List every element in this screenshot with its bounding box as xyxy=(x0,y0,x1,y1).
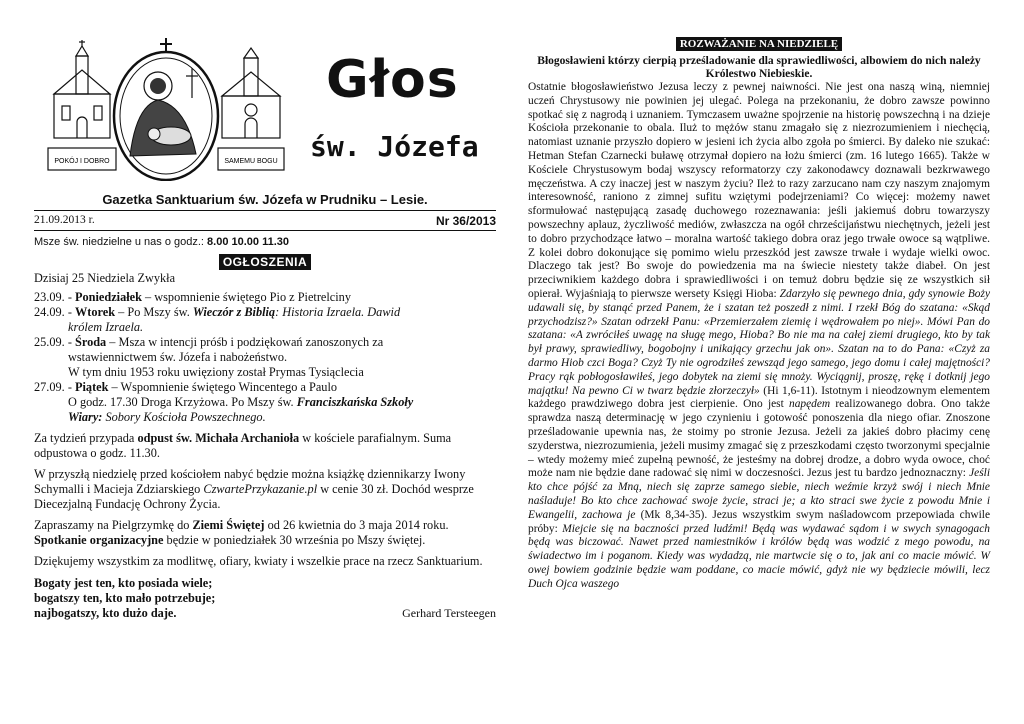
quote-text: Bogaty jest ten, kto posiada wiele; bogatszy ten, kto mało potrzebuje; najbogatszy, kto dużo daje. xyxy=(34,576,216,620)
announcement-pilgrimage: Zapraszamy na Pielgrzymkę do Ziemi Świętej od 26 kwietnia do 3 maja 2014 roku. Spotkanie organizacyjne będzie w poniedziałek 30 września po Mszy świętej. xyxy=(34,518,449,547)
announcement-tuesday-cont: królem Izraela. xyxy=(68,320,144,334)
announcement-friday: 27.09. - Piątek – Wspomnienie świętego Wincentego a Paulo xyxy=(34,380,338,394)
mass-hours: 8.00 10.00 11.30 xyxy=(207,236,290,248)
sanctuary-emblem xyxy=(46,36,286,181)
issue-line xyxy=(34,211,496,231)
announcement-book: W przyszłą niedzielę przed kościołem nabyć będzie można książkę dziennikarzy Iwony Schymalli i Macieja Zdziarskiego CzwartePrzykazanie.pl w cenie 30 zł. Dochód wesprze Diecezjalną Fundację Ochrony Życia. xyxy=(34,467,474,511)
newsletter-title: Głos xyxy=(326,50,459,110)
reflection-heading: Błogosławieni którzy cierpią prześladowanie dla sprawiedliwości, albowiem do nich należy Królestwo Niebieskie. xyxy=(537,55,981,80)
newsletter-title-sub: św. Józefa xyxy=(310,130,479,163)
reflection-banner: ROZWAŻANIE NA NIEDZIELĘ xyxy=(528,34,990,52)
issue-number: Nr 36/2013 xyxy=(435,214,496,228)
svg-text:SAMEMU BOGU: SAMEMU BOGU xyxy=(224,158,278,165)
announcement-friday-cont: O godz. 17.30 Droga Krzyżowa. Po Mszy św. Franciszkańska Szkoły xyxy=(68,395,414,409)
announcement-wednesday-note: W tym dniu 1953 roku uwięziony został Prymas Tysiąclecia xyxy=(68,365,364,379)
announcement-friday-topic: Wiary: Sobory Kościoła Powszechnego. xyxy=(68,410,266,424)
quote-author: Gerhard Tersteegen xyxy=(402,606,496,620)
announcement-tuesday: 24.09. - Wtorek – Po Mszy św. Wieczór z Biblią: Historia Izraela. Dawid xyxy=(34,305,401,319)
closing-quote xyxy=(34,576,496,621)
announcement-wednesday-cont: wstawiennictwem św. Józefa i nabożeństwo. xyxy=(68,350,288,364)
reflection-body: Ostatnie błogosławieństwo Jezusa leczy z pewnej naiwności. Nie jest ona naszą winą, niemniej uczeń Chrystusowy nie powinien jej ulegać. Polega na przekonaniu, że dobro zawsze powinno spotkać się z nagrodą i uznaniem. Tymczasem uważne spojrzenie na historię powszechną i na dzieje Kościoła przekonanie to obala. Iluż to mężów stanu zmagało się z niezrozumieniem i niechęcią, natomiast uznanie przyszło dopiero w jesieni ich życia albo zgoła po śmierci. By daleko nie szukać: Hetman Stefan Czarnecki buławę otrzymał dopiero na łożu śmierci (zm. 16 lutego 1665). Także w Kościele Chrystusowym bodaj wszyscy reformatorzy czy zakonodawcy doznawali bezkrwawego męczeństwa. A czy inaczej jest w naszym życiu? Ileż to razy zarzucano nam czy naszym znajomym interesowność, raniono z zimnej sufitu wziętymi podejrzeniami? Co więcej: możemy nawet sformułować następującą zasadę duchowego rozeznawania: jeśli jakiemuś dobru towarzyszy powszechny aplauz, życzliwość mediów, zwłaszcza na ogół chrześcijaństwu niechętnych, jeżeli jest to dobro przychodzące łatwo – moralna wartość takiego dobra oraz jego trwałe owoce są wątpliwe. Z kolei dobro dokonujące się pomimo wielu przeszkód jest zawsze trwałe i wydaje wielki owoc. Dlaczego tak jest? Bo swoje do powiedzenia ma na świecie niestety także diabeł. On jest przeciwnikiem każdego dobra i sprawiedliwości i on temuż dobru będzie się ze wszystkich sił opierał. Wyjaśniają to pierwsze wersety Księgi Hioba: Zdarzyło się pewnego dnia, gdy synowie Boży udawali się, by stanąć przed Panem, że i szatan też poszedł z nimi. I rzekł Bóg do szatana: «Skąd przychodzisz?» Szatan odrzekł Panu: «Przemierzałem ziemię i wędrowałem po niej». Mówi Pan do szatana: «A zwróciłeś uwagę na sługę mego, Hioba? Bo nie ma na całej ziemi drugiego, kto by tak był prawy, sprawiedliwy, bogobojny i unikający grzechu jak on». Szatan na to do Pana: «Czyż za darmo Hiob czci Boga? Czyż Ty nie ogrodziłeś zewsząd jego samego, jego domu i całej majętności? Pracy rąk pobłogosławiłeś, jego dobytek na ziemi się mnoży. Wyciągnij, proszę, rękę i dotknij jego majątku! Na pewno Ci w twarz będzie złorzeczył» (Hi 1,6-11). Istotnym i nieodzownym elementem każdego prawdziwego dobra jest cierpienie. Ono jest napędem realizowanego dobra. Ono także sprawdza naszą determinację w jego czynieniu i gotowość ponoszenia dla niego ofiar. Znoszone prześladowanie upewnia nas, że stoimy po stronie Jezusa. Jeżeli za jakieś dobro płacimy cenę szyderstwa, niezrozumienia, jeżeli musimy zmagać się z przeszkodami często tworzonymi specjalnie – wtedy możemy mieć zupełną pewność, że jesteśmy na dobrej drodze, a dobro wyda owoce, choć może nam nie będzie dane radować się nimi w doczesności. Jezus jest tu bardzo jednoznaczny: Jeśli kto chce pójść za Mną, niech się zaprze samego siebie, niech weźmie krzyż swój i niech Mnie naśladuje! Bo kto chce zachować swoje życie, straci je; a kto straci swe życie z powodu Mnie i Ewangelii, zachowa je (Mk 8,34-35). Jezus wszystkim swym naśladowcom przepowiada chwile próby: Miejcie się na baczności przed ludźmi! Będą was wydawać sądom i w swych synagogach będą was biczować. Nawet przed namiestników i królów będą was wodzić z mego powodu, na świadectwo im i poganom. Kiedy was wydadzą, nie martwcie się o to, jak ani co macie mówić. W owej bowiem godzinie będzie wam poddane, co macie mówić, gdyż nie wy będziecie mówili, lecz Duch Ojca waszego xyxy=(528,81,991,590)
announcements-banner: OGŁOSZENIA xyxy=(34,253,496,271)
announcement-intro: Dzisiaj 25 Niedziela Zwykła xyxy=(34,271,176,285)
left-column xyxy=(34,34,496,621)
newsletter-subtitle: Gazetka Sanktuarium św. Józefa w Prudniku – Lesie. xyxy=(34,192,496,211)
announcement-thanks: Dziękujemy wszystkim za modlitwę, ofiary, kwiaty i wszelkie prace na rzecz Sanktuarium. xyxy=(34,554,483,568)
mass-label: Msze św. niedzielne u nas o godz.: xyxy=(34,236,204,248)
announcement-odpust: Za tydzień przypada odpust św. Michała Archanioła w kościele parafialnym. Suma odpustowa o godz. 11.30. xyxy=(34,431,452,460)
announcement-monday: 23.09. - Poniedziałek – wspomnienie świętego Pio z Pietrelciny xyxy=(34,290,351,304)
masthead xyxy=(34,34,496,184)
right-column xyxy=(528,34,990,591)
issue-date: 21.09.2013 r. xyxy=(34,214,95,226)
mass-times xyxy=(34,236,496,248)
announcement-wednesday: 25.09. - Środa – Msza w intencji próśb i podziękowań zanoszonych za xyxy=(34,335,384,349)
svg-text:POKÓJ I DOBRO: POKÓJ I DOBRO xyxy=(54,158,110,165)
